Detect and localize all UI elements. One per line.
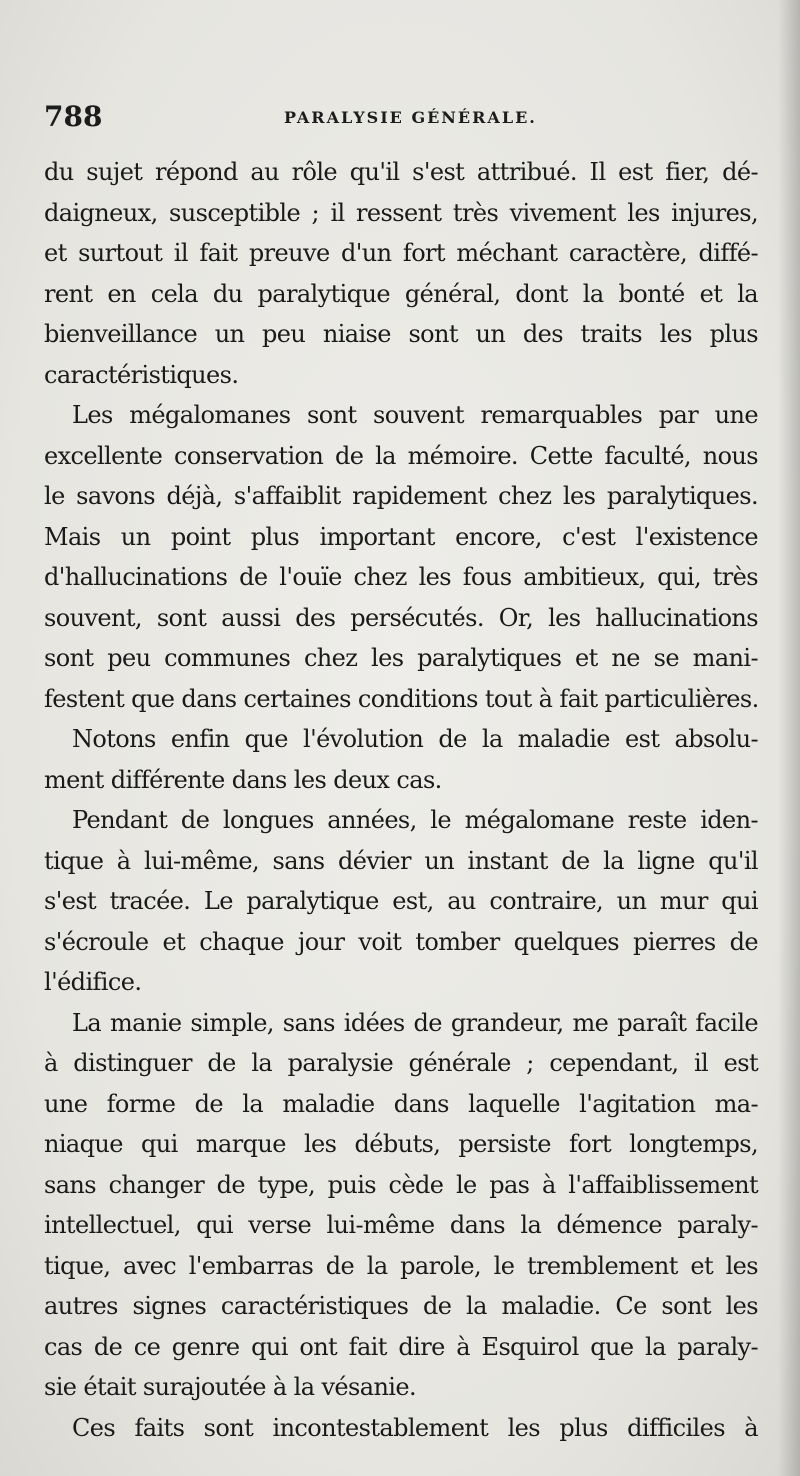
text-line: cas de ce genre qui ont fait dire à Esquirol que la paraly- [44, 1332, 758, 1361]
text-line: souvent, sont aussi des persécutés. Or, les hallucinations [44, 603, 758, 632]
paragraph-start-line: Notons enfin que l'évolution de la maladie est absolu- [72, 725, 758, 753]
text-line: autres signes caractéristiques de la maladie. Ce sont les [44, 1292, 758, 1320]
text-line: sie était surajoutée à la vésanie. [44, 1373, 417, 1401]
text-line: Mais un point plus important encore, c'est l'existence [44, 522, 758, 551]
text-line: s'écroule et chaque jour voit tomber quelques pierres de [44, 927, 758, 956]
text-line: s'est tracée. Le paralytique est, au contraire, un mur qui [44, 887, 758, 915]
paragraph-start-line: Les mégalomanes sont souvent remarquables par une [72, 401, 758, 429]
text-line: niaque qui marque les débuts, persiste fort longtemps, [44, 1130, 758, 1158]
text-line: tique, avec l'embarras de la parole, le tremblement et les [44, 1251, 758, 1280]
page-gutter-shadow [778, 0, 800, 1476]
text-line: le savons déjà, s'affaiblit rapidement chez les paralytiques. [44, 482, 758, 510]
text-line: daigneux, susceptible ; il ressent très vivement les injures, [44, 198, 758, 227]
body-text [44, 152, 758, 1448]
text-line: intellectuel, qui verse lui-même dans la démence paraly- [44, 1211, 758, 1239]
page-header [44, 100, 760, 136]
text-line: festent que dans certaines conditions tout à fait particulières. [44, 684, 759, 713]
text-line: excellente conservation de la mémoire. Cette faculté, nous [44, 441, 758, 470]
paragraph-start-line: La manie simple, sans idées de grandeur, me paraît facile [72, 1008, 758, 1037]
text-line: et surtout il fait preuve d'un fort méchant caractère, diffé- [44, 239, 758, 267]
text-line: bienveillance un peu niaise sont un des traits les plus [44, 320, 758, 348]
running-title: PARALYSIE GÉNÉRALE. [284, 108, 537, 127]
text-line: rent en cela du paralytique général, dont la bonté et la [44, 279, 758, 308]
text-line: sans changer de type, puis cède le pas à l'affaiblissement [44, 1170, 758, 1199]
text-line: tique à lui-même, sans dévier un instant de la ligne qu'il [44, 846, 758, 875]
text-line: caractéristiques. [44, 360, 239, 389]
page-number: 788 [44, 100, 103, 133]
text-line: à distinguer de la paralysie générale ; cependant, il est [44, 1049, 758, 1077]
text-line: sont peu communes chez les paralytiques et ne se mani- [44, 644, 758, 672]
text-line: une forme de la maladie dans laquelle l'agitation ma- [44, 1089, 758, 1118]
text-line: ment différente dans les deux cas. [44, 765, 442, 794]
text-line: d'hallucinations de l'ouïe chez les fous ambitieux, qui, très [44, 563, 758, 591]
paragraph-start-line: Ces faits sont incontestablement les plus difficiles à [72, 1413, 758, 1442]
text-line: du sujet répond au rôle qu'il s'est attribué. Il est fier, dé- [44, 158, 758, 186]
text-line: l'édifice. [44, 968, 142, 996]
paragraph-start-line: Pendant de longues années, le mégalomane reste iden- [72, 806, 758, 834]
